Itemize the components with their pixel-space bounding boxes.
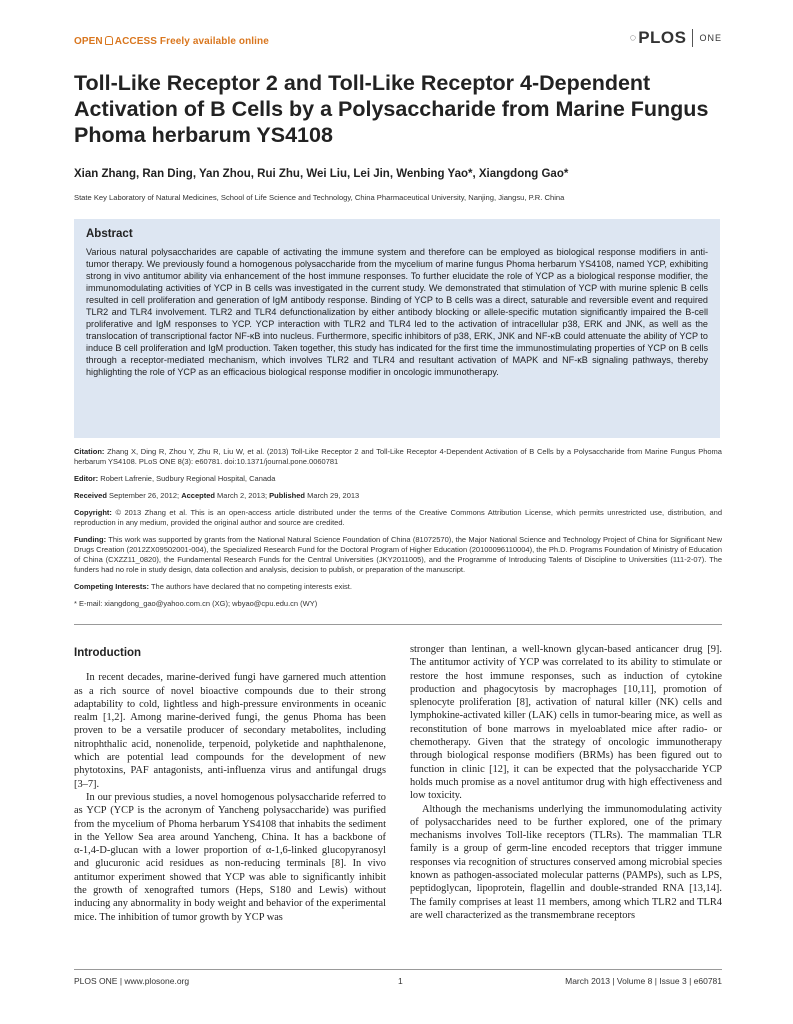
access-label: ACCESS Freely available online	[114, 36, 269, 47]
divider-bottom	[74, 969, 722, 970]
plos-one-logo	[630, 28, 722, 48]
footer-journal: PLOS ONE | www.plosone.org	[74, 976, 190, 986]
open-access-label: OPEN	[74, 36, 103, 47]
funding: Funding: This work was supported by grants from the National Natural Science Foundation of China (81072570), the Major National Science and Technology Project of China for Significant New Drugs Creation (2012ZX09502001-004), the Specialized Research Fund for the Doctoral Program of Higher Education (20100096110004), the Ph.D. Programs Foundation of Ministry of Education of China (CXZZ11_0820), the Fundamental Research Funds for the Central Universities (JKY2011005), and the Programme of Introducing Talents of Discipline to Universities (111-2-07). The funders had no role in study design, data collection and analysis, decision to publish, or preparation of the manuscript.	[74, 535, 722, 574]
footer-issue: March 2013 | Volume 8 | Issue 3 | e60781	[565, 976, 722, 986]
article-metadata	[74, 447, 722, 616]
copyright: Copyright: © 2013 Zhang et al. This is an open-access article distributed under the terms of the Creative Commons Attribution License, which permits unrestricted use, distribution, and reproduction in any medium, provided the original author and source are credited.	[74, 508, 723, 527]
logo-divider	[692, 29, 693, 47]
page-number: 1	[398, 976, 403, 986]
open-lock-icon	[105, 36, 113, 45]
body-paragraph: In recent decades, marine-derived fungi have garnered much attention as a rich source of novel bioactive compounds due to their strong adaptability to cold, lightless and high-pressure environments in oceanic realm [1,2]. Among marine-derived fungi, the genus Phoma has been proven to be a versatile producer of secondary metabolites, including nitrophthalic acid, nonenolide, terpenoid, polyketide and naphthalenone, which are potential lead compounds for the development of new phytotoxins, PAF antagonists, anti-influenza virus and antifungal drugs [3–7].	[74, 672, 386, 790]
body-column-left	[74, 643, 386, 924]
competing-interests: Competing Interests: The authors have declared that no competing interests exist.	[74, 582, 352, 591]
plos-logo-name: PLOS	[638, 28, 687, 47]
affiliation: State Key Laboratory of Natural Medicines, School of Life Science and Technology, China Pharmaceutical University, Nanjing, Jiangsu, P.R. China	[74, 193, 565, 202]
author-list: Xian Zhang, Ran Ding, Yan Zhou, Rui Zhu, Wei Liu, Lei Jin, Wenbing Yao*, Xiangdong Gao*	[74, 168, 569, 180]
citation: Citation: Zhang X, Ding R, Zhou Y, Zhu R, Liu W, et al. (2013) Toll-Like Receptor 2 and Toll-Like Receptor 4-Dependent Activation of B Cells by a Polysaccharide from Marine Fungus Phoma herbarum YS4108. PLoS ONE 8(3): e60781. doi:10.1371/journal.pone.0060781	[74, 447, 722, 466]
body-paragraph: stronger than lentinan, a well-known glycan-based anticancer drug [9]. The antitumor activity of YCP was correlated to its ability to stimulate or restore the host immune responses, such as induction of cytokine production and phagocytosis by macrophages [10,11], promotion of splenocyte proliferation [8], activation of natural killer (NK) cells and lymphokine-activated killer (LAK) cells in tumor-bearing mice, as well as reconstitution of bone marrows in myeloablated mice after radio- or chemotherapy. Given that the strategy of oncologic immunotherapy through biological response modifiers (BRMs) has been figured out to function in clinic [12], it can be expected that the polysaccharide YCP holds much promise as a novel antitumor drug with high effectiveness and low toxicity.	[410, 644, 722, 802]
journal-header	[74, 26, 722, 62]
abstract-text: Various natural polysaccharides are capable of activating the immune system and therefore can be employed as biological response modifiers in anti-tumor therapy. We previously found a homogenous polysaccharide from the mycelium of marine fungus Phoma herbarum YS4108, named YCP, exhibiting strong in vivo antitumor ability via enhancement of the host immune responses. To further elucidate the role of YCP as a biological response modifier, the immunomodulating activities of YCP in B cells was investigated in the current study. We demonstrated that stimulation of YCP with murine splenic B cells resulted in cell proliferation and generation of IgM antibody response. Binding of YCP to B cells was a direct, saturable and reversible event and required TLR2 and TLR4 involvement. TLR2 and TLR4 defunctionalization by either antibody blocking or allele-specific mutation significantly impaired the B-cell proliferative and IgM responses to YCP. YCP interaction with TLR2 and TLR4 led to the activation of intracellular p38, ERK and JNK, as well as the translocation of transcriptional factor NF-κB into nucleus. Furthermore, specific inhibitors of p38, ERK, JNK and NF-κB could attenuate the ability of YCP to induce B cell proliferation and IgM production. Taken together, this study has indicated for the first time the immunostimulating properties of YCP on B cells through a receptor-mediated mechanism, which involves TLR2 and TLR4 and resultant activation of MAPK and NF-κB signaling pathways, thereby highlighting the role of YCP as an efficacious biological response modifier in oncologic immunotherapy.	[86, 247, 708, 377]
body-paragraph: Although the mechanisms underlying the immunomodulating activity of polysaccharides need to be further explored, one of the primary mechanisms involves Toll-like receptors (TLRs). The mammalian TLR family is a group of germ-line encoded receptors that trigger immune responses via recognition of structures conserved among microbial species known as pathogen-associated molecular patterns (PAMPs), such as LPS, peptidoglycan, lipoprotein, flagellin and double-stranded RNA [13,14]. The family comprises at least 11 members, among which TLR2 and TLR4 are well characterized as the transmembrane receptors	[410, 803, 722, 921]
divider-top	[74, 624, 722, 625]
correspondence-email: * E-mail: xiangdong_gao@yahoo.com.cn (XG); wbyao@cpu.edu.cn (WY)	[74, 599, 318, 608]
section-heading: Introduction	[74, 647, 142, 659]
plos-logo-sub: ONE	[699, 33, 722, 43]
body-column-right	[410, 643, 722, 922]
editor: Editor: Robert Lafrenie, Sudbury Regional Hospital, Canada	[74, 474, 276, 483]
page-footer	[74, 976, 722, 990]
plos-logo-icon: ◌	[629, 32, 637, 44]
open-access-banner	[74, 36, 269, 47]
dates: Received September 26, 2012; Accepted March 2, 2013; Published March 29, 2013	[74, 491, 360, 500]
abstract-box	[74, 219, 720, 438]
article-title: Toll-Like Receptor 2 and Toll-Like Receptor 4-Dependent Activation of B Cells by a Polysaccharide from Marine Fungus Phoma herbarum YS4108	[74, 71, 709, 147]
body-paragraph: In our previous studies, a novel homogenous polysaccharide referred to as YCP (YCP is the acronym of Yancheng polysaccharide) was purified from the mycelium of Phoma herbarum YS4108 that inhabits the sediment in the Yellow Sea area around Yancheng, China. It has a backbone of α-1,4-D-glucan with a lower proportion of α-1,6-linked glucopyranosyl and glucuronic acid residues as non-reducing terminals [8]. In vivo antitumor experiment showed that YCP was able to significantly inhibit the growth of xenografted tumors (Heps, S180 and Lewis) without inducing any abnormality in body weight and behavior of the experimental mice. The inhibition of tumor growth by YCP was	[74, 791, 386, 923]
abstract-heading: Abstract	[86, 228, 133, 240]
